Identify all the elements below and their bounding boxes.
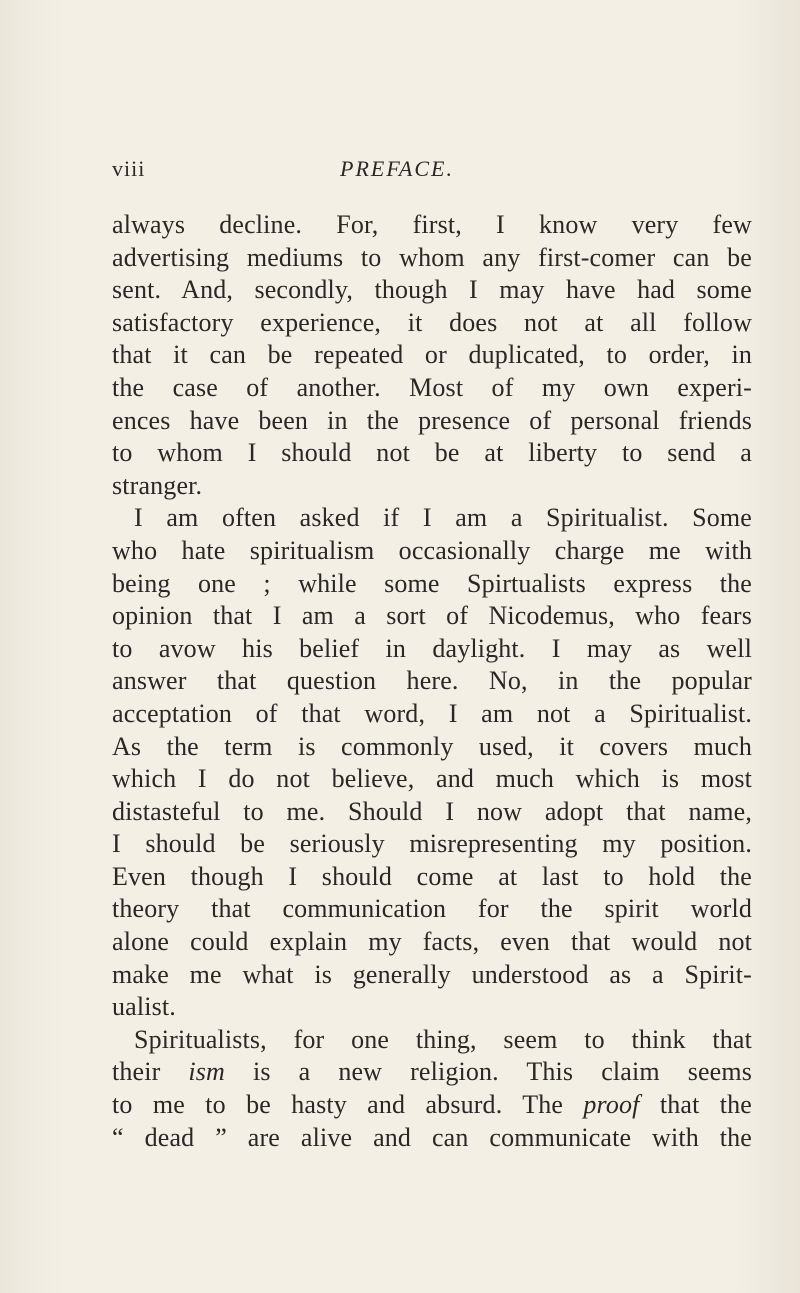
- text-line: alone could explain my facts, even that would not: [112, 927, 752, 957]
- text-segment: is a new religion. This claim seems: [224, 1057, 752, 1087]
- running-title: PREFACE.: [340, 156, 454, 181]
- text-line: I should be seriously misrepresenting my position.: [112, 829, 752, 859]
- page-number: viii: [112, 156, 146, 181]
- text-line: answer that question here. No, in the popular: [112, 666, 752, 696]
- text-line: stranger.: [112, 470, 203, 500]
- text-line: that it can be repeated or duplicated, to order, in: [112, 340, 752, 370]
- text-line: satisfactory experience, it does not at all follow: [112, 307, 752, 337]
- text-line: I am often asked if I am a Spiritualist. Some: [134, 503, 752, 533]
- text-line: “ dead ” are alive and can communicate with the: [112, 1122, 752, 1152]
- text-line: [112, 1089, 752, 1122]
- text-line: who hate spiritualism occasionally charge me with: [112, 535, 752, 565]
- text-segment: their: [112, 1057, 189, 1087]
- text-line: [112, 1056, 752, 1089]
- text-line: to avow his belief in daylight. I may as well: [112, 633, 752, 663]
- text-line: ualist.: [112, 992, 176, 1022]
- text-segment: that the: [639, 1090, 752, 1120]
- body-text: [112, 209, 752, 1154]
- text-line: advertising mediums to whom any first-comer can be: [112, 242, 752, 272]
- text-line: ences have been in the presence of personal friends: [112, 405, 752, 435]
- text-line: being one ; while some Spirtualists express the: [112, 568, 752, 598]
- text-line: to whom I should not be at liberty to send a: [112, 438, 752, 468]
- text-line: As the term is commonly used, it covers much: [112, 731, 752, 761]
- text-line: theory that communication for the spirit world: [112, 894, 752, 924]
- italic-word: proof: [583, 1090, 640, 1120]
- text-line: which I do not believe, and much which is most: [112, 764, 752, 794]
- text-line: Spiritualists, for one thing, seem to think that: [134, 1024, 752, 1054]
- text-line: sent. And, secondly, though I may have had some: [112, 275, 752, 305]
- text-line: the case of another. Most of my own experi-: [112, 372, 752, 402]
- text-line: opinion that I am a sort of Nicodemus, who fears: [112, 601, 752, 631]
- text-line: make me what is generally understood as a Spirit-: [112, 959, 752, 989]
- page-header: [112, 156, 752, 190]
- text-segment: to me to be hasty and absurd. The: [112, 1090, 584, 1120]
- italic-word: ism: [188, 1057, 225, 1087]
- text-line: acceptation of that word, I am not a Spiritualist.: [112, 698, 752, 728]
- text-line: always decline. For, first, I know very few: [112, 210, 752, 239]
- text-line: distasteful to me. Should I now adopt that name,: [112, 796, 752, 826]
- text-line: Even though I should come at last to hold the: [112, 861, 752, 891]
